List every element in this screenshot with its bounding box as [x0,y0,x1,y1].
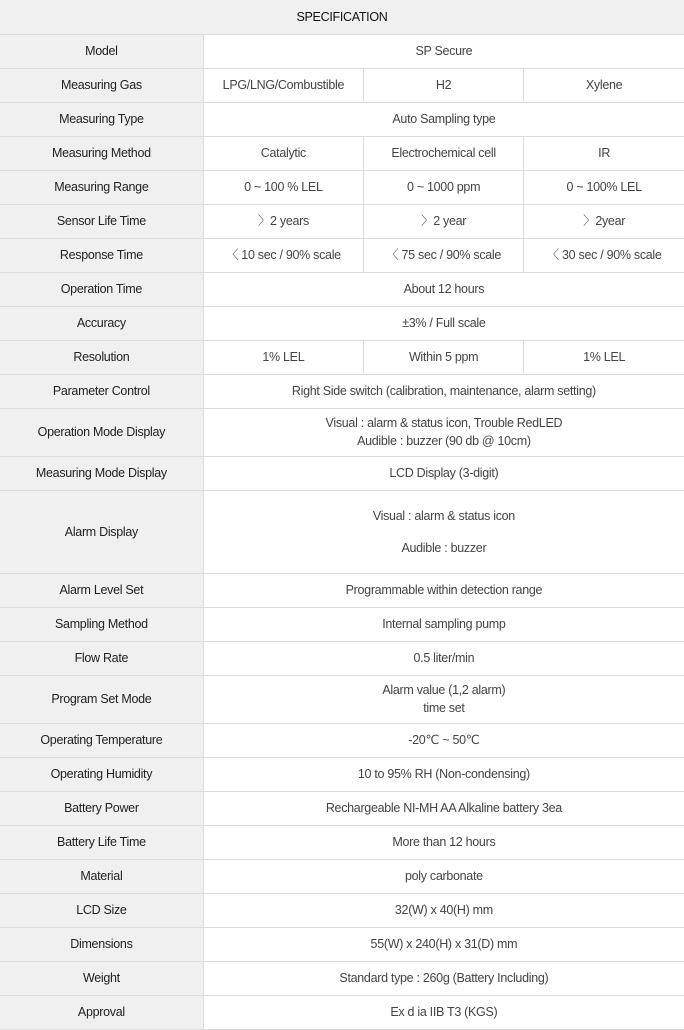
spec-value-col-3: Xylene [524,68,684,102]
spec-row-parameter-control [0,374,684,408]
spec-label: LCD Size [0,893,203,927]
spec-value: Internal sampling pump [203,607,684,641]
spec-value-col-3: 〉2year [524,204,684,238]
spec-row-flow-rate [0,641,684,675]
spec-label: Flow Rate [0,641,203,675]
spec-row-operation-mode-display [0,408,684,456]
spec-label: Program Set Mode [0,675,203,723]
table-title: SPECIFICATION [0,0,684,34]
spec-label: Operating Humidity [0,757,203,791]
spec-label: Measuring Range [0,170,203,204]
spec-row-resolution [0,340,684,374]
spec-value-col-3: 0 ~ 100% LEL [524,170,684,204]
spec-row-measuring-type [0,102,684,136]
spec-row-response-time [0,238,684,272]
spec-value: 32(W) x 40(H) mm [203,893,684,927]
spec-value: More than 12 hours [203,825,684,859]
spec-value-col-2: 〉2 year [364,204,524,238]
spec-value-col-2: 〈 75 sec / 90% scale [364,238,524,272]
spec-row-alarm-level-set [0,573,684,607]
spec-label: Weight [0,961,203,995]
spec-value-line-2: Audible : buzzer [401,540,487,555]
spec-row-alarm-display [0,490,684,573]
spec-value-col-2: Within 5 ppm [364,340,524,374]
spec-label: Accuracy [0,306,203,340]
spec-value: Auto Sampling type [203,102,684,136]
spec-value: ±3% / Full scale [203,306,684,340]
spec-value-col-1: 1% LEL [203,340,363,374]
spec-label: Resolution [0,340,203,374]
spec-label: Sensor Life Time [0,204,203,238]
spec-label: Battery Life Time [0,825,203,859]
spec-value: Right Side switch (calibration, maintenance, alarm setting) [203,374,684,408]
spec-row-sensor-life [0,204,684,238]
spec-label: Measuring Gas [0,68,203,102]
spec-value-col-3: IR [524,136,684,170]
spec-row-dimensions [0,927,684,961]
table-header-row [0,0,684,34]
spec-row-measuring-method [0,136,684,170]
spec-value-col-2: 0 ~ 1000 ppm [364,170,524,204]
spec-value: SP Secure [203,34,684,68]
spec-value-line-2: Audible : buzzer (90 db @ 10cm) [357,434,531,448]
spec-label: Response Time [0,238,203,272]
spec-value-col-3: 〈 30 sec / 90% scale [524,238,684,272]
spec-label: Sampling Method [0,607,203,641]
spec-value-col-1: Catalytic [203,136,363,170]
spec-row-lcd-size [0,893,684,927]
spec-label: Model [0,34,203,68]
spec-value-line-1: Visual : alarm & status icon [372,508,515,523]
spec-value: Rechargeable NI-MH AA Alkaline battery 3ea [203,791,684,825]
spec-row-measuring-gas [0,68,684,102]
spec-label: Measuring Method [0,136,203,170]
spec-value-col-1: 0 ~ 100 % LEL [203,170,363,204]
spec-label: Operation Mode Display [0,408,203,456]
spec-row-program-set-mode [0,675,684,723]
line-spacer [208,525,680,539]
spec-value: Ex d ia IIB T3 (KGS) [203,995,684,1029]
spec-row-measuring-range [0,170,684,204]
spec-row-approval [0,995,684,1029]
spec-row-battery-life [0,825,684,859]
spec-value: 10 to 95% RH (Non-condensing) [203,757,684,791]
spec-value-col-1: LPG/LNG/Combustible [203,68,363,102]
spec-row-weight [0,961,684,995]
spec-value-col-1: 〉2 years [203,204,363,238]
spec-value-col-2: Electrochemical cell [364,136,524,170]
spec-label: Measuring Mode Display [0,456,203,490]
spec-value-line-1: Visual : alarm & status icon, Trouble RedLED [325,416,563,430]
spec-row-measuring-mode-display [0,456,684,490]
spec-label: Parameter Control [0,374,203,408]
spec-value [203,408,684,456]
spec-row-material [0,859,684,893]
spec-value-col-2: H2 [364,68,524,102]
spec-value: About 12 hours [203,272,684,306]
spec-value: 55(W) x 240(H) x 31(D) mm [203,927,684,961]
spec-row-operating-humidity [0,757,684,791]
spec-row-sampling-method [0,607,684,641]
spec-value: poly carbonate [203,859,684,893]
spec-value: Standard type : 260g (Battery Including) [203,961,684,995]
spec-label: Alarm Display [0,490,203,573]
spec-label: Alarm Level Set [0,573,203,607]
spec-row-accuracy [0,306,684,340]
spec-value [203,675,684,723]
spec-label: Operation Time [0,272,203,306]
spec-label: Battery Power [0,791,203,825]
spec-label: Approval [0,995,203,1029]
spec-value: -20℃ ~ 50℃ [203,723,684,757]
spec-value: LCD Display (3-digit) [203,456,684,490]
spec-label: Operating Temperature [0,723,203,757]
spec-row-battery-power [0,791,684,825]
spec-value: Programmable within detection range [203,573,684,607]
spec-value-col-3: 1% LEL [524,340,684,374]
spec-row-operation-time [0,272,684,306]
spec-row-operating-temperature [0,723,684,757]
spec-row-model [0,34,684,68]
spec-value: 0.5 liter/min [203,641,684,675]
spec-label: Measuring Type [0,102,203,136]
spec-value-line-2: time set [423,701,465,715]
spec-value [203,490,684,573]
spec-value-col-1: 〈 10 sec / 90% scale [203,238,363,272]
spec-label: Dimensions [0,927,203,961]
spec-value-line-1: Alarm value (1,2 alarm) [382,683,506,697]
spec-label: Material [0,859,203,893]
